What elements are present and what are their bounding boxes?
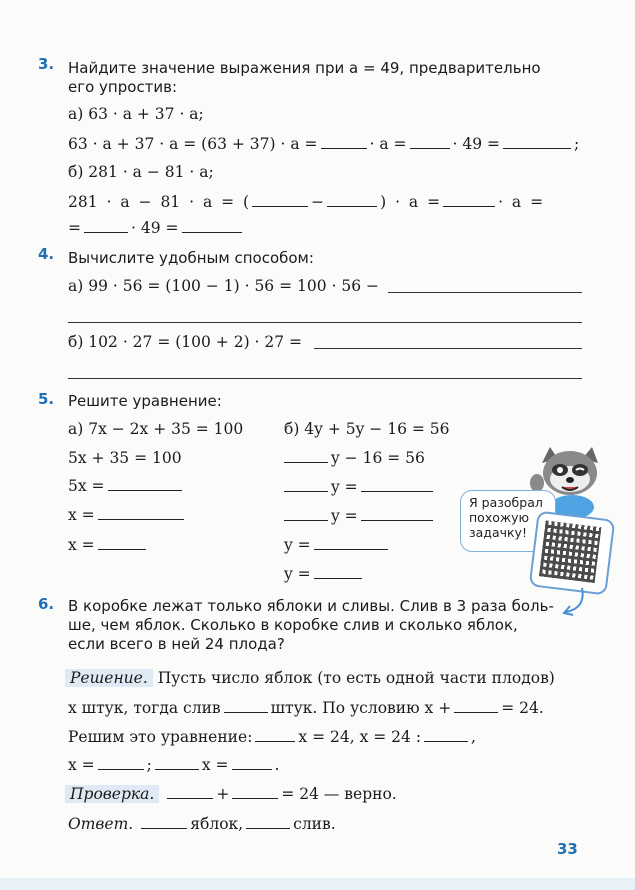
- equation-b-line3: y =: [284, 477, 436, 497]
- equation-a-line1: а) 7x − 2x + 35 = 100: [68, 420, 244, 438]
- answer-blank[interactable]: [167, 785, 213, 799]
- answer-blank[interactable]: [255, 728, 295, 742]
- task-3-text-line1: Найдите значение выражения при a = 49, предварительно: [68, 59, 541, 77]
- equation-b-line1: б) 4y + 5y − 16 = 56: [284, 420, 450, 438]
- task-3b-work: 281 · a − 81 · a = ( − ) · a = · a =: [68, 193, 544, 211]
- answer-blank[interactable]: [284, 507, 328, 521]
- solution-line2: x штук, тогда слив штук. По условию x + = 24.: [68, 699, 544, 717]
- answer-blank[interactable]: [98, 756, 144, 770]
- equation-a-line4: x =: [68, 505, 187, 525]
- answer-blank[interactable]: [224, 699, 268, 713]
- curved-arrow-icon: [560, 586, 592, 620]
- check-line: Проверка. + = 24 — верно.: [65, 784, 397, 804]
- bottom-band: [0, 878, 635, 890]
- equation-b-line2: y − 16 = 56: [284, 448, 425, 468]
- task-6-text-line2: ше, чем яблок. Сколько в коробке слив и сколько яблок,: [68, 616, 518, 634]
- qr-code[interactable]: [529, 511, 616, 596]
- check-label: Проверка.: [65, 785, 159, 803]
- answer-blank[interactable]: [454, 699, 498, 713]
- answer-blank[interactable]: [232, 756, 272, 770]
- equation-b-line4: y =: [284, 506, 436, 526]
- answer-blank[interactable]: [141, 815, 187, 829]
- equation-b-line6: y =: [284, 564, 365, 584]
- solution-line4: x = ; x = .: [68, 756, 280, 774]
- solution-line1: Решение. Пусть число яблок (то есть одной части плодов): [65, 668, 555, 688]
- answer-blank[interactable]: [327, 193, 377, 207]
- answer-blank[interactable]: [314, 536, 388, 550]
- answer-blank[interactable]: [98, 506, 184, 520]
- answer-blank[interactable]: [84, 219, 128, 233]
- answer-blank[interactable]: [98, 536, 146, 550]
- hint-bubble: Я разобрал похожую задачку!: [460, 490, 556, 552]
- answer-blank[interactable]: [443, 193, 495, 207]
- task-5-number: 5.: [38, 390, 55, 408]
- answer-blank[interactable]: [410, 135, 450, 149]
- task-3-number: 3.: [38, 55, 55, 73]
- equation-a-line5: x =: [68, 535, 149, 555]
- task-3b-work-cont: = · 49 =: [68, 218, 245, 238]
- answer-blank[interactable]: [252, 193, 308, 207]
- task-3b-label: б) 281 · a − 81 · a;: [68, 163, 214, 181]
- task-3a-label: а) 63 · a + 37 · a;: [68, 105, 204, 123]
- task-5-text: Решите уравнение:: [68, 392, 222, 410]
- task-6-text-line1: В коробке лежат только яблоки и сливы. Слив в 3 раза боль-: [68, 597, 554, 615]
- answer-blank[interactable]: [246, 815, 290, 829]
- answer-blank[interactable]: [108, 477, 182, 491]
- answer-blank[interactable]: [361, 507, 433, 521]
- answer-blank[interactable]: [232, 785, 278, 799]
- equation-a-line3: 5x =: [68, 476, 185, 496]
- task-4-number: 4.: [38, 245, 55, 263]
- solution-label: Решение.: [65, 669, 153, 687]
- equation-b-line5: y =: [284, 535, 391, 555]
- answer-blank[interactable]: [284, 449, 328, 463]
- answer-label: Ответ.: [68, 815, 134, 833]
- task-6-text-line3: если всего в ней 24 плода?: [68, 635, 285, 653]
- answer-line[interactable]: [388, 292, 582, 293]
- answer-blank[interactable]: [155, 756, 199, 770]
- answer-blank[interactable]: [503, 135, 571, 149]
- task-6-number: 6.: [38, 595, 55, 613]
- task-3-text-line2: его упростив:: [68, 78, 178, 96]
- answer-blank[interactable]: [424, 728, 468, 742]
- task-3a-work: 63 · a + 37 · a = (63 + 37) · a = · a = · 49 = ;: [68, 135, 580, 153]
- answer-blank[interactable]: [361, 478, 433, 492]
- page-number: 33: [557, 840, 578, 858]
- answer-line[interactable]: [68, 322, 582, 323]
- task-4-text: Вычислите удобным способом:: [68, 249, 314, 267]
- answer-blank[interactable]: [182, 219, 242, 233]
- answer-line[interactable]: [68, 378, 582, 379]
- answer-line: Ответ. яблок, слив.: [68, 815, 336, 833]
- answer-blank[interactable]: [321, 135, 367, 149]
- task-4a: а) 99 · 56 = (100 − 1) · 56 = 100 · 56 −: [68, 277, 380, 295]
- answer-blank[interactable]: [284, 478, 328, 492]
- task-4b: б) 102 · 27 = (100 + 2) · 27 =: [68, 333, 303, 351]
- answer-blank[interactable]: [314, 565, 362, 579]
- equation-a-line2: 5x + 35 = 100: [68, 449, 182, 467]
- answer-line[interactable]: [314, 348, 582, 349]
- solution-line3: Решим это уравнение: x = 24, x = 24 : ,: [68, 728, 476, 746]
